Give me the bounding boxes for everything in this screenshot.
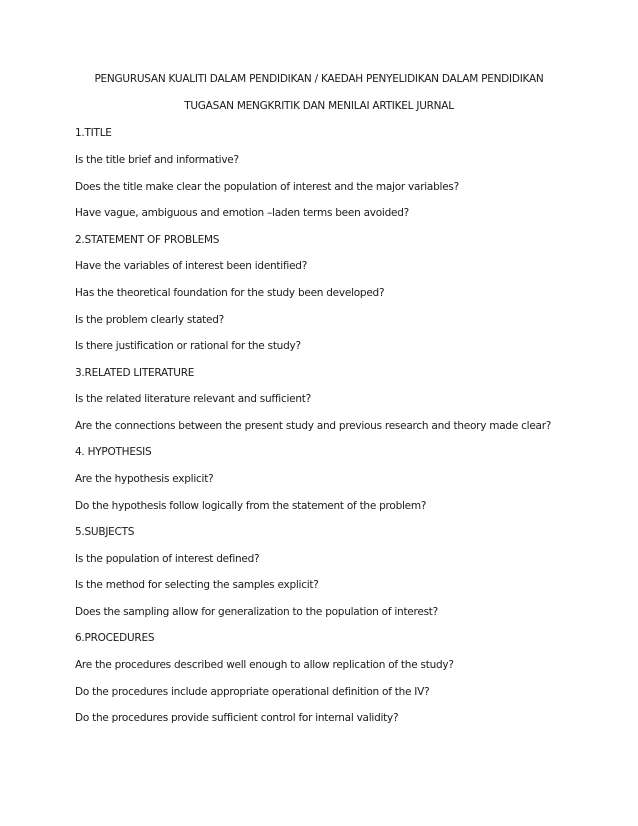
document-header-line-1: PENGURUSAN KUALITI DALAM PENDIDIKAN / KAEDAH PENYELIDIKAN DALAM PENDIDIKAN [94, 73, 544, 85]
question-line: Is the problem clearly stated? [75, 314, 224, 326]
question-line: Is there justification or rational for the study? [75, 340, 301, 352]
section-heading-hypothesis: 4. HYPOTHESIS [75, 446, 152, 458]
question-line: Are the hypothesis explicit? [75, 473, 214, 485]
question-line: Do the procedures provide sufficient control for internal validity? [75, 712, 399, 724]
question-line: Does the sampling allow for generalization to the population of interest? [75, 606, 438, 618]
section-heading-subjects: 5.SUBJECTS [75, 526, 135, 538]
section-heading-literature: 3.RELATED LITERATURE [75, 367, 195, 379]
question-line: Are the connections between the present study and previous research and theory made clear? [75, 420, 552, 432]
question-line: Does the title make clear the population of interest and the major variables? [75, 181, 459, 193]
question-line: Is the method for selecting the samples explicit? [75, 579, 319, 591]
question-line: Have the variables of interest been identified? [75, 260, 308, 272]
question-line: Is the title brief and informative? [75, 154, 239, 166]
question-line: Is the related literature relevant and sufficient? [75, 393, 311, 405]
section-heading-procedures: 6.PROCEDURES [75, 632, 155, 644]
question-line: Are the procedures described well enough to allow replication of the study? [75, 659, 454, 671]
question-line: Has the theoretical foundation for the study been developed? [75, 287, 385, 299]
question-line: Is the population of interest defined? [75, 553, 260, 565]
section-heading-title: 1.TITLE [75, 127, 112, 139]
section-heading-problems: 2.STATEMENT OF PROBLEMS [75, 234, 220, 246]
question-line: Have vague, ambiguous and emotion –laden terms been avoided? [75, 207, 409, 219]
document-header-line-2: TUGASAN MENGKRITIK DAN MENILAI ARTIKEL JURNAL [184, 100, 454, 112]
question-line: Do the procedures include appropriate operational definition of the IV? [75, 686, 430, 698]
question-line: Do the hypothesis follow logically from the statement of the problem? [75, 500, 427, 512]
